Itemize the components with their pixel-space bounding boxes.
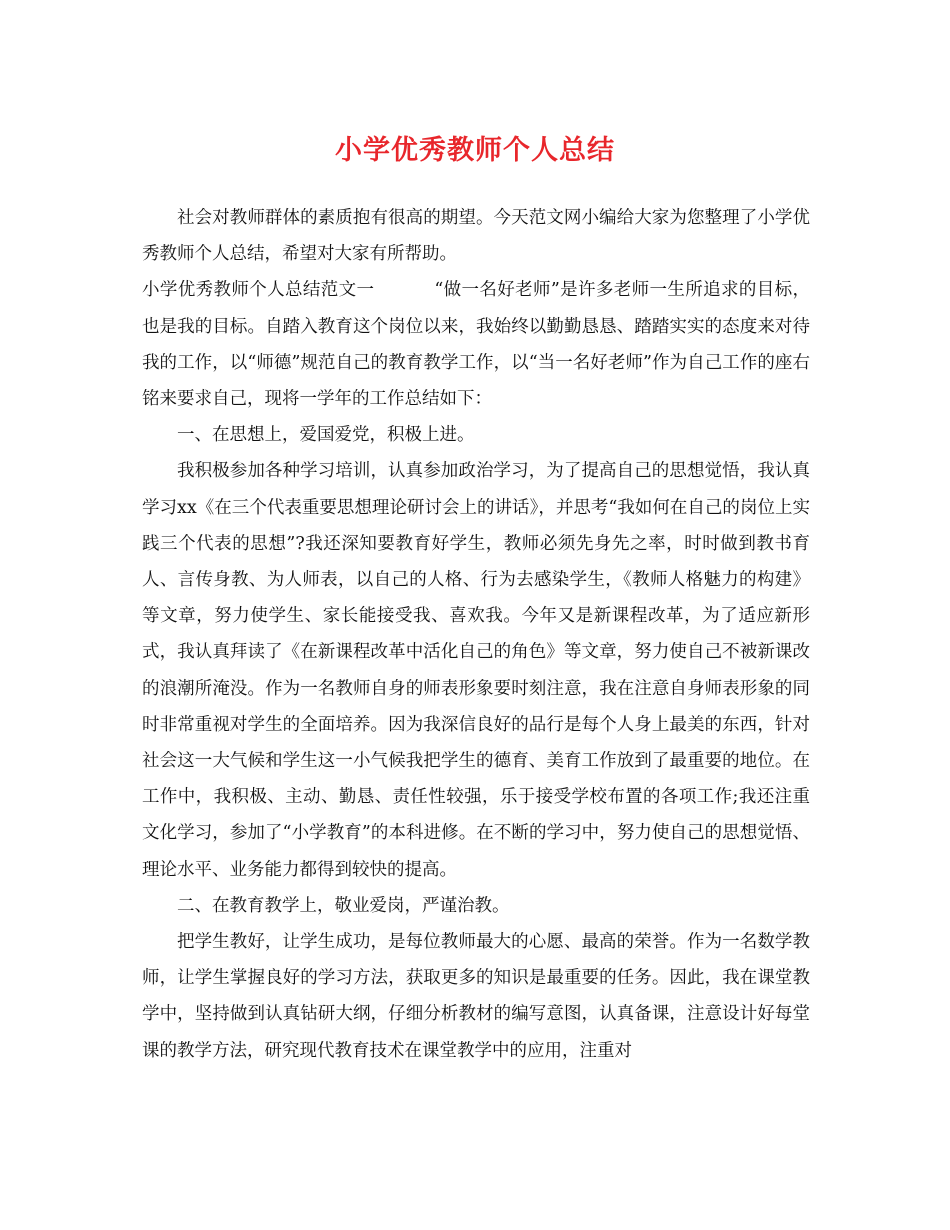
section2-body: 把学生教好，让学生成功，是每位教师最大的心愿、最高的荣誉。作为一名数学教师，让学生掌握良好的学习方法，获取更多的知识是最重要的任务。因此，我在课堂教学中，坚持做到认真钻研大纲，仔细分析教材的编写意图，认真备课，注意设计好每堂课的教学方法，研究现代教育技术在课堂教学中的应用，注重对	[142, 932, 810, 1061]
section2-heading: 二、在教育教学上，敬业爱岗，严谨治教。	[177, 895, 510, 916]
section1-body: 我积极参加各种学习培训，认真参加政治学习，为了提高自己的思想觉悟，我认真学习xx《在三个代表重要思想理论研讨会上的讲话》，并思考“我如何在自己的岗位上实践三个代表的思想”?我还深知要教育好学生，教师必须先身先之率，时时做到教书育人、言传身教、为人师表，以自己的人格、行为去感染学生，《教师人格魅力的构建》等文章，努力使学生、家长能接受我、喜欢我。今年又是新课程改革，为了适应新形式，我认真拜读了《在新课程改革中活化自己的角色》等文章，努力使自己不被新课改的浪潮所淹没。作为一名教师自身的师表形象要时刻注意，我在注意自身师表形象的同时非常重视对学生的全面培养。因为我深信良好的品行是每个人身上最美的东西，针对社会这一大气候和学生这一小气候我把学生的德育、美育工作放到了最重要的地位。在工作中，我积极、主动、勤恳、责任性较强，乐于接受学校布置的各项工作;我还注重文化学习，参加了“小学教育”的本科进修。在不断的学习中，努力使自己的思想觉悟、理论水平、业务能力都得到较快的提高。	[142, 461, 810, 880]
sample-paragraph	[142, 272, 810, 417]
sample-heading: 小学优秀教师个人总结范文一	[142, 280, 375, 301]
document-title: 小学优秀教师个人总结	[335, 135, 615, 166]
document-body	[142, 200, 810, 1069]
section1-heading: 一、在思想上，爱国爱党，积极上进。	[177, 425, 475, 446]
intro-paragraph: 社会对教师群体的素质抱有很高的期望。今天范文网小编给大家为您整理了小学优秀教师个人总结，希望对大家有所帮助。	[142, 208, 810, 265]
sample-first-paragraph: “做一名好老师”是许多老师一生所追求的目标，也是我的目标。自踏入教育这个岗位以来，我始终以勤勤恳恳、踏踏实实的态度来对待我的工作，以“师德”规范自己的教育教学工作，以“当一名好老师”作为自己工作的座右铭来要求自己，现将一学年的工作总结如下：	[142, 280, 810, 410]
